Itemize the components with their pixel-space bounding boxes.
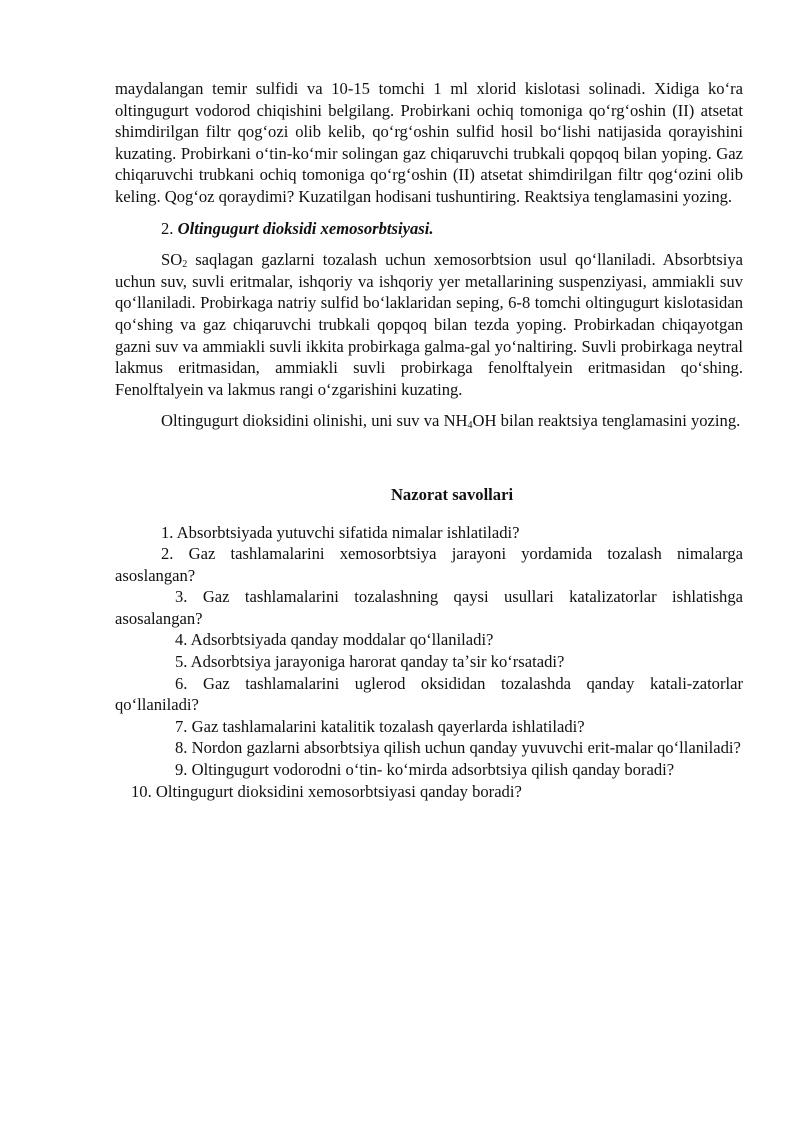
question-item: 2. Gaz tashlamalarini xemosorbtsiya jarayoni yordamida tozalash nimalarga asoslangan? <box>115 544 743 585</box>
paragraph-text: OH bilan reaktsiya tenglamasini yozing. <box>472 411 741 431</box>
paragraph-experiment-1: maydalangan temir sulfidi va 10-15 tomchi 1 ml xlorid kislotasi solinadi. Xidiga koʻra oltingugurt vodorod chiqishini belgilang. Probirkani ochiq tomoniga qoʻrgʻoshin (II) atsetat shimdirilgan filtr qogʻozi olib kelib, qoʻrgʻoshin sulfid hosil boʻlishi natijasida qorayishini kuzating. Probirkani oʻtin-koʻmir solingan gaz chiqaruvchi trubkali qopqoq bilan yoping. Gaz chiqaruvchi trubkani ochiq tomoniga qoʻrgʻoshin (II) atsetat shimdirilgan filtr qogʻozini olib keling. Qogʻoz qoraydimi? Kuzatilgan hodisani tushuntiring. Reaktsiya tenglamasini yozing. <box>115 79 743 206</box>
question-item: 1. Absorbtsiyada yutuvchi sifatida nimalar ishlatiladi? <box>161 522 520 542</box>
question-item: 4. Adsorbtsiyada qanday moddalar qoʻllaniladi? <box>175 630 494 650</box>
formula-so: SO <box>161 250 183 270</box>
paragraph-text: saqlagan gazlarni tozalash uchun xemosorbtsion usul qoʻllaniladi. Absorbtsiya uchun suv, suvli eritmalar, ishqoriy va ishqoriy yer metallarining suspenziyasi, ammiakli suv qoʻllaniladi. Probirkaga natriy sulfid boʻlaklaridan seping, 6-8 tomchi oltingugurt kislotasidan qoʻshing va gaz chiqaruvchi trubkali qopqoq bilan tezda yoping. Probirkadan chiqayotgan gazni suv va ammiakli suvli ikkita probirkaga galma-gal yoʻnaltiring. Suvli probirkaga neytral lakmus eritmasidan, ammiakli suvli probirkaga fenolftalyein eritmasidan qoʻshing. Fenolftalyein va lakmus rangi oʻzgarishini kuzating. <box>115 250 743 399</box>
question-item: 6. Gaz tashlamalarini uglerod oksididan tozalashda qanday katali-zatorlar qoʻllaniladi? <box>115 673 743 715</box>
subsection-heading <box>115 218 743 240</box>
questions-list <box>115 522 743 803</box>
question-item: 3. Gaz tashlamalarini tozalashning qaysi usullari katalizatorlar ishlatishga asosalangan? <box>115 587 743 628</box>
subsection-number: 2. <box>161 218 174 238</box>
paragraph-text: Oltingugurt dioksidini olinishi, uni suv va NH <box>161 411 468 431</box>
formula-subscript: 4 <box>467 420 473 432</box>
paragraph-experiment-2 <box>115 249 743 400</box>
question-item: 9. Oltingugurt vodorodni oʻtin- koʻmirda adsorbtsiya qilish qanday boradi? <box>175 760 675 780</box>
formula-subscript: 2 <box>182 259 188 271</box>
document-page <box>115 78 743 802</box>
paragraph-task <box>115 410 743 432</box>
subsection-title: Oltingugurt dioksidi xemosorbtsiyasi. <box>177 218 434 238</box>
question-item: 10. Oltingugurt dioksidini xemosorbtsiyasi qanday boradi? <box>131 781 522 801</box>
question-item: 7. Gaz tashlamalarini katalitik tozalash qayerlarda ishlatiladi? <box>175 716 585 736</box>
question-item: 8. Nordon gazlarni absorbtsiya qilish uchun qanday yuvuvchi erit-malar qoʻllaniladi? <box>175 738 741 758</box>
question-item: 5. Adsorbtsiya jarayoniga harorat qanday taʼsir koʻrsatadi? <box>175 652 565 672</box>
section-title: Nazorat savollari <box>390 484 514 504</box>
